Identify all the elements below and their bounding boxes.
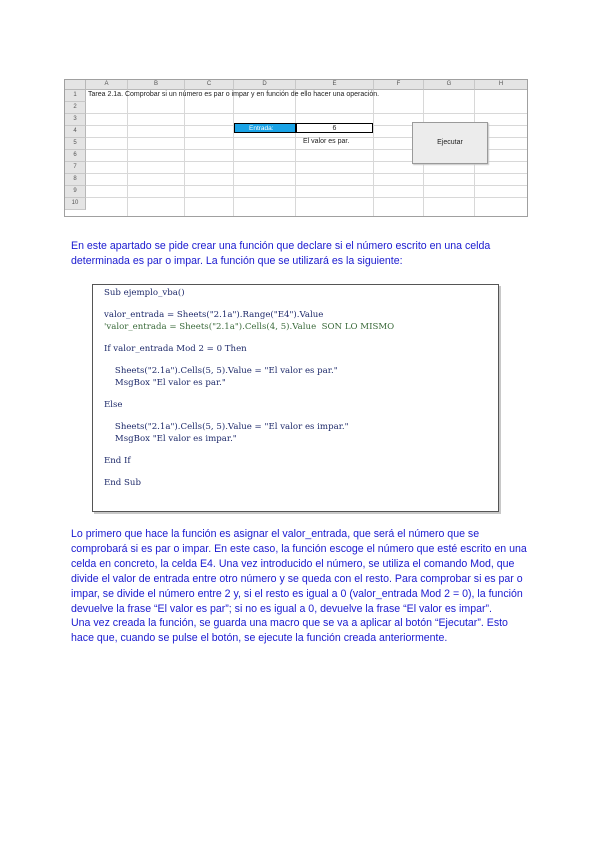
row-header-9: 9 xyxy=(65,186,86,198)
result-cell: El valor es par. xyxy=(303,138,350,145)
grid-line xyxy=(86,173,527,174)
spreadsheet-screenshot xyxy=(64,79,528,217)
ejecutar-button[interactable]: Ejecutar xyxy=(412,122,488,164)
row-header-8: 8 xyxy=(65,174,86,186)
row-header-2: 2 xyxy=(65,102,86,114)
column-header-b: B xyxy=(128,80,185,90)
column-header-a: A xyxy=(86,80,128,90)
code-line: MsgBox "El valor es par." xyxy=(104,377,226,388)
column-header-g: G xyxy=(424,80,475,90)
intro-paragraph: En este apartado se pide crear una función que declare si el número escrito en una celda determinada es par o impar. La función que se utilizará es la siguiente: xyxy=(71,240,491,267)
entrada-input-cell[interactable]: 6 xyxy=(296,123,373,133)
code-line: If valor_entrada Mod 2 = 0 Then xyxy=(104,344,247,355)
grid-line xyxy=(86,113,527,114)
vba-code xyxy=(93,285,498,490)
row-header-7: 7 xyxy=(65,162,86,174)
row-header-1: 1 xyxy=(65,90,86,102)
grid-line xyxy=(86,185,527,186)
code-line: Sheets("2.1a").Cells(5, 5).Value = "El valor es par." xyxy=(104,366,338,377)
code-block xyxy=(92,284,499,512)
column-header-d: D xyxy=(234,80,296,90)
grid-line xyxy=(86,197,527,198)
column-header-f: F xyxy=(374,80,424,90)
code-line: Else xyxy=(104,400,123,411)
code-line: Sheets("2.1a").Cells(5, 5).Value = "El valor es impar." xyxy=(104,422,349,433)
row-header-3: 3 xyxy=(65,114,86,126)
explanation-paragraph: Lo primero que hace la función es asignar el valor_entrada, que será el número que se comprobará si es par o impar. En este caso, la función escoge el número que esté escrito en una celda en concreto, la celda E4. Una vez introducido el número, se utiliza el comando Mod, que divide el valor de entrada entre otro número y se queda con el resto. Para comprobar si es par o impar, se divide el número entre 2 y, si el resto es igual a 0 (valor_entrada Mod 2 = 0), la función devuelve la frase “El valor es par”; si no es igual a 0, devuelve la frase “El valor es impar”. xyxy=(71,528,527,615)
code-line: valor_entrada = Sheets("2.1a").Range("E4").Value xyxy=(104,310,324,321)
code-line: Sub ejemplo_vba() xyxy=(104,288,185,298)
code-line: End Sub xyxy=(104,478,141,489)
entrada-label-cell: Entrada: xyxy=(234,123,296,133)
column-header-e: E xyxy=(296,80,374,90)
sheet-title-cell: Tarea 2.1a. Comprobar si un número es par o impar y en función de ello hacer una operación. xyxy=(88,91,380,98)
row-header-10: 10 xyxy=(65,198,86,210)
code-comment-line: 'valor_entrada = Sheets("2.1a").Cells(4, 5).Value SON LO MISMO xyxy=(104,321,395,332)
code-line: End If xyxy=(104,456,131,467)
row-header-4: 4 xyxy=(65,126,86,138)
row-header-6: 6 xyxy=(65,150,86,162)
column-header-h: H xyxy=(475,80,528,90)
row-header-5: 5 xyxy=(65,138,86,150)
sheet-corner xyxy=(65,80,86,90)
column-header-c: C xyxy=(185,80,234,90)
macro-paragraph: Una vez creada la función, se guarda una macro que se va a aplicar al botón “Ejecutar”. Esto hace que, cuando se pulse el botón, se ejecute la función creada anteriormente. xyxy=(71,617,508,644)
code-line: MsgBox "El valor es impar." xyxy=(104,433,237,444)
